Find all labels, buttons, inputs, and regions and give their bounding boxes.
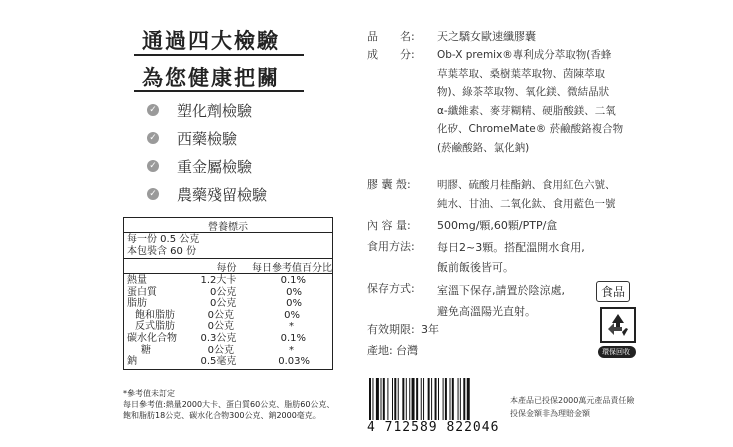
table-row: [124, 333, 332, 345]
nutrient-pct: 0%: [286, 298, 302, 310]
barcode-bar: [463, 378, 465, 420]
barcode-bar: [409, 378, 410, 420]
heading-underline-2: [134, 90, 304, 92]
barcode: [367, 378, 501, 420]
nutrient-value: 0公克: [207, 321, 234, 333]
table-row: [124, 356, 332, 368]
barcode-bar: [467, 378, 470, 420]
barcode-bar: [383, 378, 385, 420]
ingredients-line: (菸鹼酸鉻、氯化鈉): [437, 141, 530, 154]
ingredients-line: 化矽、ChromeMate® 菸鹼酸鉻複合物: [437, 123, 624, 136]
barcode-bar: [445, 378, 447, 420]
barcode-bars: [367, 378, 501, 420]
nutrition-header-row: [124, 258, 332, 273]
nutrition-table: [123, 217, 333, 370]
nutrient-value: 0.3公克: [200, 332, 237, 344]
capsule-line: 明膠、硫酸月桂酯鈉、食用紅色六號、: [437, 179, 616, 191]
test-item-label: 重金屬檢驗: [177, 157, 253, 176]
barcode-bar: [435, 378, 437, 420]
barcode-bar: [452, 378, 454, 420]
barcode-bar: [423, 378, 424, 420]
barcode-bar: [443, 378, 444, 420]
barcode-bar: [381, 378, 382, 420]
nutrient-value: 0公克: [210, 286, 237, 298]
expiry-label: 有效期限:: [367, 323, 415, 336]
name-value: 天之驕女歐速纖膠囊: [437, 30, 536, 43]
barcode-bar: [406, 378, 407, 420]
origin-value: 台灣: [396, 344, 418, 357]
content-value: 500mg/顆,60顆/PTP/盒: [437, 219, 558, 232]
barcode-bar: [431, 378, 432, 420]
usage-label: 食用方法:: [367, 240, 415, 253]
header-daily-pct: 每日參考值百分比: [252, 262, 332, 274]
test-item-heavy-metals: [147, 152, 267, 180]
footnote-daily-2: 飽和脂肪18公克、碳水化合物300公克、鈉2000毫克。: [123, 411, 321, 420]
expiry-value: 3年: [421, 323, 439, 336]
table-row: [124, 287, 332, 299]
nutrient-name: 糖: [141, 344, 151, 356]
capsule-value: [437, 176, 616, 214]
barcode-bar: [398, 378, 399, 420]
checkmark-icon: ✓: [147, 132, 159, 144]
storage-line: 避免高溫陽光直射。: [437, 305, 536, 318]
table-row: [124, 345, 332, 357]
nutrient-pct: 0%: [286, 286, 302, 298]
capsule-label: 膠 囊 殼:: [367, 178, 411, 191]
table-row: [124, 298, 332, 310]
barcode-bar: [392, 378, 393, 420]
table-row: [124, 275, 332, 287]
test-item-label: 西藥檢驗: [177, 129, 238, 148]
origin-label: 產地:: [367, 344, 393, 357]
nutrient-value: 0公克: [207, 309, 234, 321]
test-item-drugs: [147, 124, 267, 152]
test-list: [147, 96, 267, 208]
barcode-bar: [438, 378, 439, 420]
heading-health: 為您健康把關: [142, 66, 280, 90]
nutrient-name: 熱量: [127, 275, 147, 286]
barcode-bar: [416, 378, 418, 420]
nutrient-name: 反式脂肪: [135, 321, 175, 333]
nutrient-value: 0公克: [210, 298, 237, 310]
name-label: 品 名:: [367, 30, 415, 43]
heading-tests: 通過四大檢驗: [142, 29, 280, 53]
insurance-note: [510, 394, 634, 420]
serving-size: 每一份 0.5 公克: [127, 234, 200, 245]
ingredients-line: Ob-X premix®專利成分萃取物(香蜂: [437, 49, 612, 61]
nutrient-pct: 0%: [284, 309, 300, 321]
nutrient-pct: 0.03%: [278, 356, 310, 368]
barcode-bar: [421, 378, 422, 420]
table-row: [124, 310, 332, 322]
ingredients-line: 物)、綠茶萃取物、氧化鎂、微結晶狀: [437, 86, 610, 99]
nutrient-pct: 0.1%: [280, 332, 306, 344]
storage-line: 室溫下保存,請置於陰涼處,: [437, 284, 565, 297]
checkmark-icon: ✓: [147, 104, 159, 116]
nutrition-title: [124, 218, 332, 232]
barcode-bar: [412, 378, 415, 420]
barcode-bar: [402, 378, 404, 420]
barcode-bar: [387, 378, 388, 420]
barcode-bar: [450, 378, 451, 420]
nutrition-rows: [124, 273, 332, 369]
servings-per-pack: 本包裝含 60 份: [127, 246, 197, 257]
usage-line: 飯前飯後皆可。: [437, 261, 514, 274]
recycle-label: 環保回收: [598, 346, 636, 358]
recycle-mark: [598, 307, 636, 358]
checkmark-icon: ✓: [147, 188, 159, 200]
barcode-bar: [376, 378, 379, 420]
storage-value: [437, 280, 565, 322]
nutrient-pct: 0.1%: [280, 275, 306, 286]
nutrient-pct: *: [289, 344, 294, 356]
nutrient-pct: *: [289, 321, 294, 333]
checkmark-icon: ✓: [147, 160, 159, 172]
header-per-serving: 每份: [216, 262, 237, 274]
table-row: [124, 321, 332, 333]
insurance-line-2: 投保金額非為理賠金額: [510, 409, 590, 418]
usage-line: 每日2~3顆。搭配溫開水食用,: [437, 241, 585, 254]
nutrient-name: 蛋白質: [127, 286, 157, 298]
recycle-icon: [600, 307, 636, 343]
storage-label: 保存方式:: [367, 282, 415, 295]
nutrient-name: 鈉: [127, 356, 137, 368]
barcode-bar: [372, 378, 373, 420]
food-badge: 食品: [596, 281, 630, 302]
barcode-bar: [394, 378, 396, 420]
serving-info: [124, 232, 332, 258]
test-item-label: 農藥殘留檢驗: [177, 185, 268, 204]
nutrition-title-text: 營養標示: [208, 221, 248, 233]
footnote-undefined: *參考值未訂定: [123, 389, 175, 398]
footnote-daily-1: 每日參考值:熱量2000大卡、蛋白質60公克、脂肪60公克、: [123, 400, 335, 409]
nutrient-name: 飽和脂肪: [135, 309, 175, 321]
ingredients-value: [437, 46, 623, 158]
barcode-digits: 4 712589 822046: [367, 420, 500, 435]
barcode-bar: [428, 378, 430, 420]
nutrient-name: 脂肪: [127, 298, 147, 310]
insurance-line-1: 本產品已投保2000萬元產品責任險: [510, 396, 635, 405]
capsule-line: 純水、甘油、二氧化鈦、食用藍色一號: [437, 198, 616, 210]
test-item-pesticide: [147, 180, 267, 208]
ingredients-label: 成 分:: [367, 48, 415, 61]
nutrient-value: 1.2大卡: [200, 275, 237, 286]
nutrient-value: 0.5毫克: [200, 356, 237, 368]
heading-underline-1: [134, 54, 304, 56]
usage-value: [437, 238, 585, 278]
test-item-label: 塑化劑檢驗: [177, 101, 253, 120]
test-item-plasticizer: [147, 96, 267, 124]
nutrient-name: 碳水化合物: [127, 332, 177, 344]
barcode-bar: [458, 378, 459, 420]
nutrient-value: 0公克: [207, 344, 234, 356]
barcode-bar: [369, 378, 371, 420]
ingredients-line: α-纖維素、麥芽糊精、硬脂酸鎂、二氧: [437, 104, 616, 117]
ingredients-line: 草葉萃取、桑樹葉萃取物、茵陳萃取: [437, 67, 605, 80]
barcode-bar: [460, 378, 461, 420]
content-label: 內 容 量:: [367, 219, 411, 232]
nutrition-footnotes: [123, 388, 334, 421]
